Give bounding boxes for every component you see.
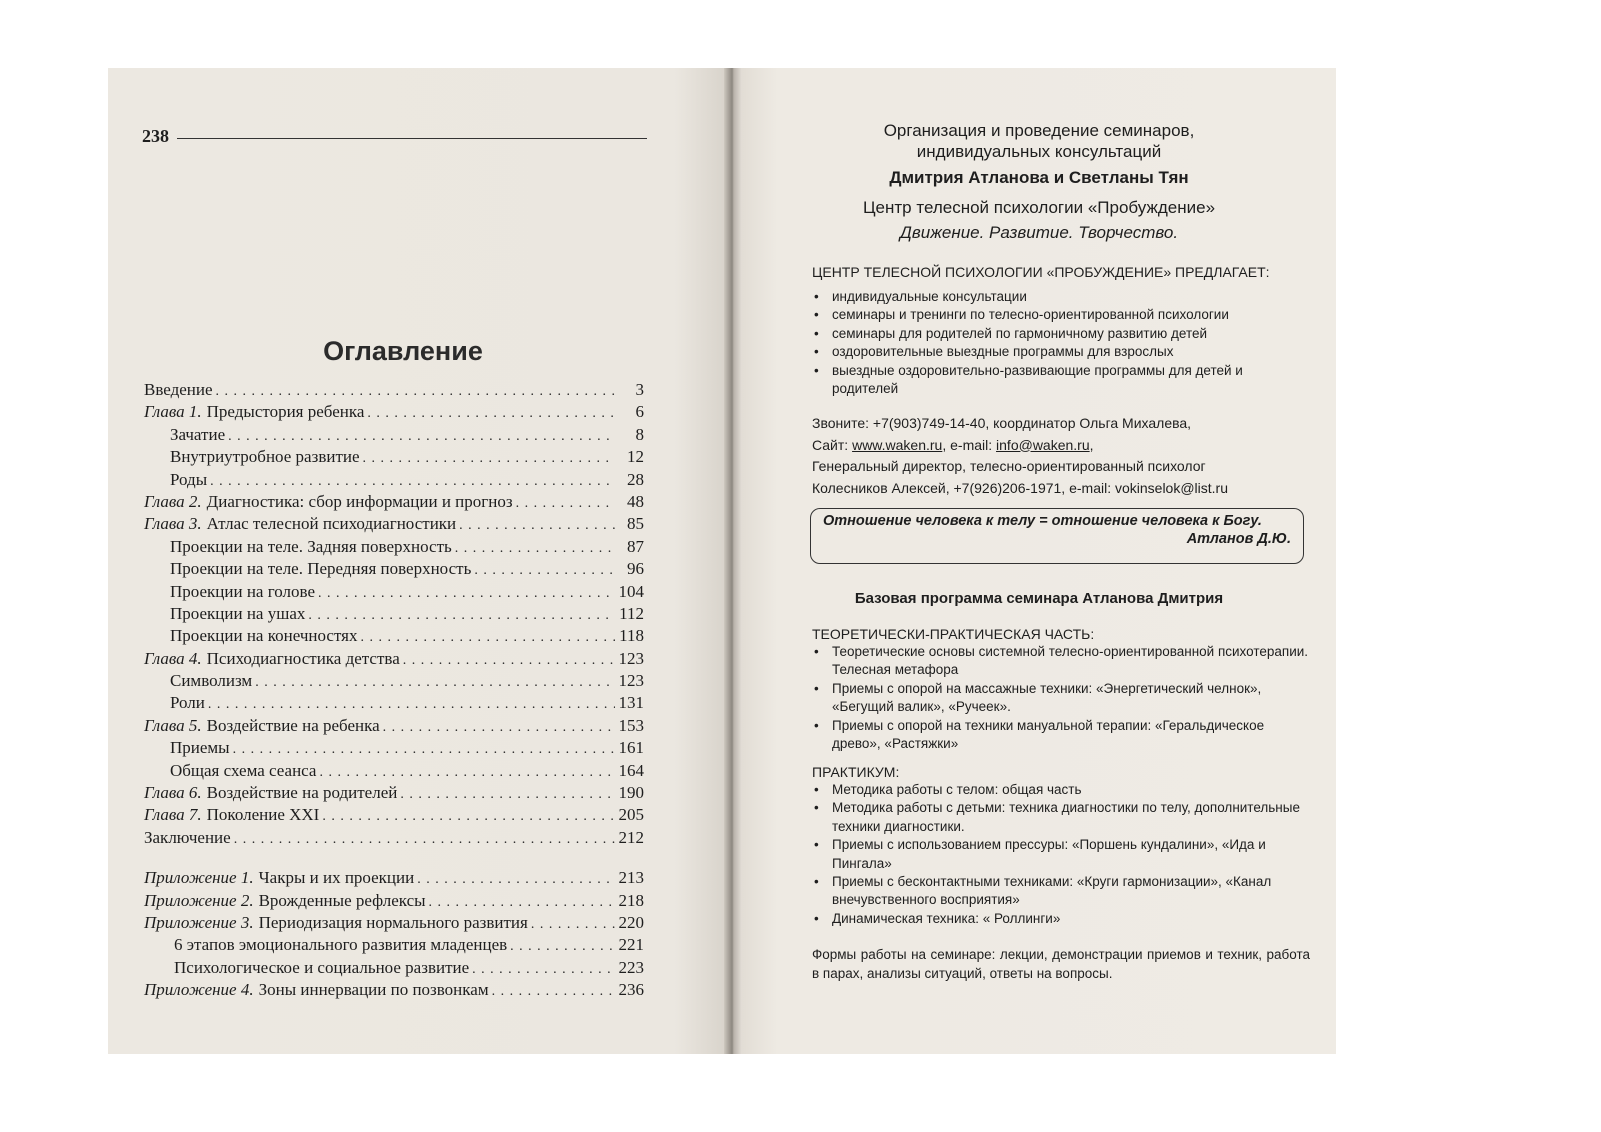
toc-entry <box>144 828 644 850</box>
toc-entry-title: Психодиагностика детства <box>206 648 400 668</box>
toc-entry-title: Воздействие на ребенка <box>206 715 380 735</box>
toc-entry-page: 118 <box>619 626 644 646</box>
toc-entry-title: Проекции на голове <box>170 581 316 601</box>
toc-leader-dots <box>208 693 615 713</box>
bullet-item: • Теоретические основы системной телесно-ориентированной психотерапии. Телесная метафора <box>812 643 1312 680</box>
toc-entry <box>144 649 644 671</box>
theory-heading: ТЕОРЕТИЧЕСКИ-ПРАКТИЧЕСКАЯ ЧАСТЬ: <box>812 626 1095 642</box>
program-title: Базовая программа семинара Атланова Дмитрия <box>854 590 1224 607</box>
toc-entry-page: 85 <box>627 514 644 534</box>
toc-entry <box>144 671 644 693</box>
toc-entry <box>144 537 644 559</box>
toc-entry-page: 218 <box>618 890 644 910</box>
toc-entry-title: Введение <box>144 380 213 399</box>
bullet-item: • оздоровительные выездные программы для взрослых <box>812 343 1312 361</box>
org-heading <box>742 120 1336 162</box>
email-link[interactable]: info@waken.ru <box>996 436 1090 453</box>
toc-leader-dots <box>234 828 615 848</box>
toc-entry <box>144 958 644 980</box>
toc-entry-page: 221 <box>618 935 644 955</box>
toc-gap <box>144 850 644 868</box>
quote-text: Отношение человека к телу = отношение человека к Богу. <box>823 513 1262 529</box>
toc-entry-page: 220 <box>618 912 644 932</box>
toc-entry-page: 161 <box>618 738 644 758</box>
bullet-item: • Динамическая техника: « Роллинги» <box>812 910 1312 928</box>
toc-leader-dots <box>417 868 615 888</box>
offers-list <box>812 288 1312 398</box>
toc-entry-prefix: Приложение 3. <box>144 912 254 932</box>
toc-leader-dots <box>318 582 615 602</box>
toc-entry <box>144 783 644 805</box>
toc-entry-page: 153 <box>618 715 644 735</box>
toc-leader-dots <box>531 913 615 933</box>
toc-entry-page: 190 <box>618 783 644 803</box>
toc-leader-dots <box>216 380 615 400</box>
toc-leader-dots <box>400 783 615 803</box>
toc-entry-page: 28 <box>627 469 644 489</box>
offers-heading: ЦЕНТР ТЕЛЕСНОЙ ПСИХОЛОГИИ «ПРОБУЖДЕНИЕ» ПРЕДЛАГАЕТ: <box>812 264 1270 280</box>
toc-entry-page: 8 <box>635 424 644 444</box>
toc-entry-page: 213 <box>618 868 644 888</box>
toc-entry <box>144 935 644 957</box>
contact-director-details: Колесников Алексей, +7(926)206-1971, e-mail: vokinselok@list.ru <box>812 479 1229 496</box>
toc-leader-dots <box>363 447 615 467</box>
toc-entry <box>144 868 644 890</box>
right-page <box>742 68 1336 1054</box>
bullet-item: • семинары для родителей по гармоничному развитию детей <box>812 325 1312 343</box>
toc-leader-dots <box>474 559 615 579</box>
toc-leader-dots <box>210 470 615 490</box>
toc-leader-dots <box>255 671 615 691</box>
toc-entry <box>144 693 644 715</box>
toc-leader-dots <box>459 514 615 534</box>
contact-web <box>812 435 1322 457</box>
quote-author: Атланов Д.Ю. <box>1186 531 1291 547</box>
page-number: 238 <box>142 126 169 146</box>
bullet-item: • Приемы с использованием прессуры: «Поршень кундалини», «Ида и Пингала» <box>812 836 1312 873</box>
toc-leader-dots <box>492 980 615 1000</box>
toc-entry-prefix: Глава 4. <box>144 648 202 668</box>
center-name: Центр телесной психологии «Пробуждение» <box>862 198 1216 217</box>
org-line-2: индивидуальных консультаций <box>916 142 1162 161</box>
toc-entry-title: Периодизация нормального развития <box>258 912 528 932</box>
toc-entry <box>144 559 644 581</box>
toc-entry-prefix: Глава 3. <box>144 514 202 534</box>
toc-entry-title: Поколение XXI <box>206 805 320 825</box>
quote-box <box>810 508 1304 564</box>
toc-title: Оглавление <box>323 336 483 366</box>
toc-entry-title: Заключение <box>144 827 231 847</box>
toc-entry <box>144 470 644 492</box>
toc-entry-title: Роли <box>170 693 205 713</box>
organizers-names: Дмитрия Атланова и Светланы Тян <box>889 168 1189 187</box>
toc-entry <box>144 626 644 648</box>
toc-entry-title: Зачатие <box>170 424 226 444</box>
table-of-contents <box>144 380 644 1003</box>
toc-entry-title: Диагностика: сбор информации и прогноз <box>206 491 513 511</box>
email-label: , e-mail: <box>942 436 997 453</box>
toc-entry <box>144 761 644 783</box>
bullet-item: • Приемы с опорой на массажные техники: «Энергетический челнок», «Бегущий валик», «Ручеек». <box>812 680 1312 717</box>
toc-entry-title: Внутриутробное развитие <box>170 447 360 467</box>
toc-entry-title: Символизм <box>170 671 253 691</box>
toc-entry-page: 212 <box>618 827 644 847</box>
toc-leader-dots <box>308 604 615 624</box>
theory-list <box>812 643 1312 753</box>
toc-entry-page: 3 <box>635 380 644 399</box>
toc-leader-dots <box>516 492 615 512</box>
book-gutter <box>724 68 742 1054</box>
toc-entry <box>144 582 644 604</box>
left-page <box>108 68 724 1054</box>
toc-entry-title: Проекции на теле. Задняя поверхность <box>170 536 452 556</box>
site-label: Сайт: <box>812 436 853 453</box>
toc-entry-title: Предыстория ребенка <box>206 402 365 422</box>
bullet-item: • индивидуальные консультации <box>812 288 1312 306</box>
toc-entry-prefix: Глава 1. <box>144 402 202 422</box>
contact-director: Генеральный директор, телесно-ориентированный психолог <box>812 458 1206 474</box>
toc-entry-title: Проекции на ушах <box>170 603 306 623</box>
bullet-item: • Методика работы с телом: общая часть <box>812 781 1312 799</box>
bullet-item: • Методика работы с детьми: техника диагностики по телу, дополнительные техники диагностики. <box>812 799 1312 836</box>
toc-entry <box>144 492 644 514</box>
toc-entry <box>144 425 644 447</box>
toc-leader-dots <box>360 626 615 646</box>
toc-entry-page: 112 <box>619 603 644 623</box>
toc-entry-title: Проекции на конечностях <box>170 626 358 646</box>
toc-leader-dots <box>319 761 615 781</box>
toc-entry-title: Воздействие на родителей <box>206 783 398 803</box>
bullet-item: • Приемы с бесконтактными техниками: «Круги гармонизации», «Канал внечувственного восприятия» <box>812 873 1312 910</box>
toc-entry <box>144 805 644 827</box>
toc-leader-dots <box>472 958 615 978</box>
toc-entry-prefix: Глава 7. <box>144 805 202 825</box>
email-suffix: , <box>1089 436 1094 453</box>
toc-entry-prefix: Приложение 1. <box>144 868 254 888</box>
practice-heading: ПРАКТИКУМ: <box>812 764 900 780</box>
toc-entry-title: Общая схема сеанса <box>170 760 317 780</box>
toc-entry <box>144 447 644 469</box>
toc-entry-page: 96 <box>627 559 644 579</box>
toc-entry-title: Проекции на теле. Передняя поверхность <box>170 559 472 579</box>
toc-leader-dots <box>322 805 615 825</box>
toc-entry-title: Зоны иннервации по позвонкам <box>258 980 489 1000</box>
toc-entry-prefix: Приложение 2. <box>144 890 254 910</box>
toc-leader-dots <box>228 425 615 445</box>
contact-phone: Звоните: +7(903)749-14-40, координатор Ольга Михалева, <box>812 415 1192 431</box>
toc-entry-title: Психологическое и социальное развитие <box>174 957 470 977</box>
toc-entry <box>144 604 644 626</box>
practice-list <box>812 781 1312 928</box>
toc-entry-page: 131 <box>618 693 644 713</box>
toc-entry-page: 164 <box>618 760 644 780</box>
toc-entry-page: 205 <box>618 805 644 825</box>
toc-entry-page: 223 <box>618 957 644 977</box>
site-link[interactable]: www.waken.ru <box>852 436 943 453</box>
toc-entry-title: Атлас телесной психодиагностики <box>206 514 457 534</box>
toc-entry-page: 104 <box>618 581 644 601</box>
page-header <box>142 126 647 147</box>
toc-entry <box>144 891 644 913</box>
bullet-item: • выездные оздоровительно-развивающие программы для детей и родителей <box>812 362 1312 399</box>
toc-entry <box>144 402 644 424</box>
toc-entry-page: 6 <box>635 402 644 422</box>
toc-entry-prefix: Глава 2. <box>144 491 202 511</box>
org-line-1: Организация и проведение семинаров, <box>883 121 1195 140</box>
toc-entry <box>144 913 644 935</box>
toc-leader-dots <box>429 891 615 911</box>
toc-leader-dots <box>383 716 615 736</box>
contacts-block <box>812 413 1322 499</box>
toc-leader-dots <box>233 738 615 758</box>
toc-entry <box>144 716 644 738</box>
toc-entry <box>144 980 644 1002</box>
toc-entry-title: Чакры и их проекции <box>258 868 415 888</box>
toc-entry-prefix: Глава 5. <box>144 715 202 735</box>
toc-entry-title: Врожденные рефлексы <box>258 890 426 910</box>
toc-entry-prefix: Приложение 4. <box>144 980 254 1000</box>
toc-entry-page: 123 <box>618 648 644 668</box>
seminar-forms: Формы работы на семинаре: лекции, демонстрации приемов и техник, работа в парах, анализы ситуаций, ответы на вопросы. <box>812 947 1310 981</box>
toc-entry-title: Роды <box>170 469 208 489</box>
toc-entry-page: 48 <box>627 491 644 511</box>
toc-entry-page: 87 <box>627 536 644 556</box>
toc-entry-title: Приемы <box>170 738 230 758</box>
toc-entry <box>144 380 644 402</box>
toc-leader-dots <box>367 402 615 422</box>
toc-entry-page: 123 <box>618 671 644 691</box>
toc-entry-prefix: Глава 6. <box>144 783 202 803</box>
bullet-item: • Приемы с опорой на техники мануальной терапии: «Геральдическое древо», «Растяжки» <box>812 717 1312 754</box>
bullet-item: • семинары и тренинги по телесно-ориентированной психологии <box>812 306 1312 324</box>
header-rule <box>177 138 647 139</box>
toc-entry-page: 236 <box>618 980 644 1000</box>
toc-leader-dots <box>510 935 615 955</box>
toc-entry <box>144 514 644 536</box>
toc-leader-dots <box>403 649 615 669</box>
toc-entry <box>144 738 644 760</box>
book-spread <box>108 68 1336 1054</box>
toc-entry-page: 12 <box>627 447 644 467</box>
toc-entry-title: 6 этапов эмоционального развития младенцев <box>174 935 508 955</box>
toc-leader-dots <box>455 537 615 557</box>
center-motto: Движение. Развитие. Творчество. <box>899 223 1179 242</box>
